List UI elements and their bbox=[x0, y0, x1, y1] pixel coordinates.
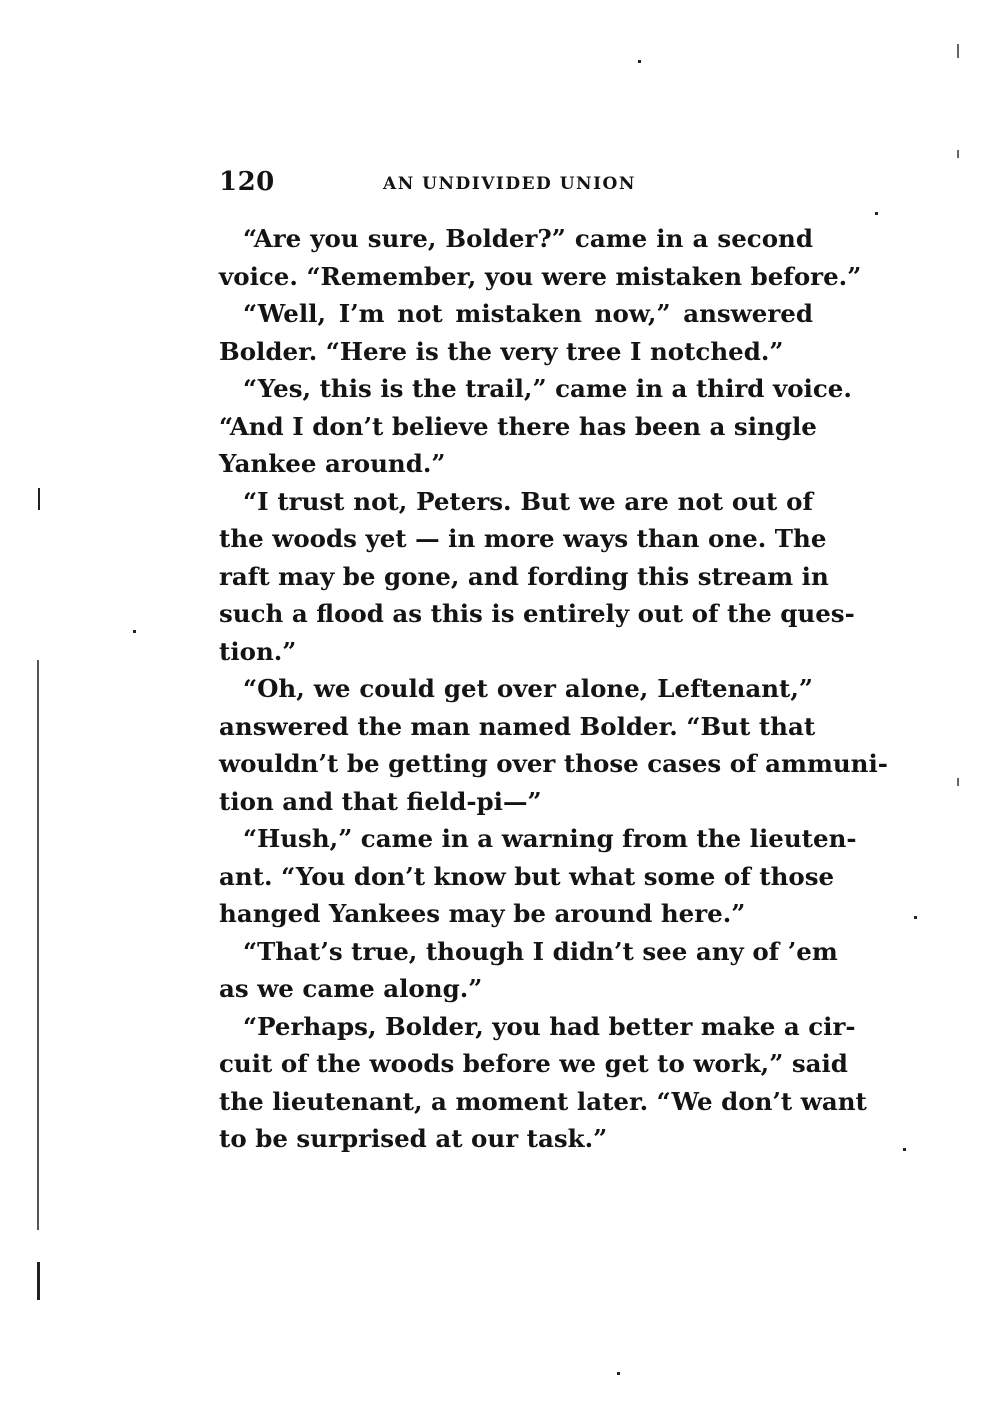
speck bbox=[133, 630, 136, 633]
text-line: to be surprised at our task.” bbox=[219, 1124, 608, 1153]
text-line: “And I don’t believe there has been a single bbox=[219, 411, 817, 441]
speck bbox=[903, 1148, 906, 1151]
text-line: Yankee around.” bbox=[219, 449, 446, 478]
margin-mark bbox=[957, 150, 959, 158]
speck bbox=[638, 60, 641, 63]
body-text bbox=[219, 220, 888, 1158]
margin-mark bbox=[957, 778, 959, 786]
text-line: voice. “Remember, you were mistaken before.” bbox=[219, 261, 862, 291]
margin-mark bbox=[957, 44, 959, 58]
text-line: wouldn’t be getting over those cases of ammuni- bbox=[219, 749, 888, 778]
text-line: “Yes, this is the trail,” came in a third voice. bbox=[243, 374, 852, 403]
text-line: “That’s true, though I didn’t see any of ’em bbox=[243, 936, 838, 966]
running-title: AN UNDIVIDED UNION bbox=[383, 174, 636, 194]
text-line: the woods yet — in more ways than one. The bbox=[219, 524, 827, 553]
text-line: “I trust not, Peters. But we are not out of bbox=[243, 486, 813, 516]
gutter-mark bbox=[38, 488, 40, 510]
text-line: as we came along.” bbox=[219, 974, 483, 1003]
text-line: the lieutenant, a moment later. “We don’t want bbox=[219, 1086, 867, 1116]
gutter-mark bbox=[37, 1262, 40, 1300]
speck bbox=[914, 916, 917, 919]
text-line: “Well, I’m not mistaken now,” answered bbox=[243, 299, 813, 328]
text-line: answered the man named Bolder. “But that bbox=[219, 711, 816, 741]
text-line: cuit of the woods before we get to work,” said bbox=[219, 1049, 848, 1078]
text-line: hanged Yankees may be around here.” bbox=[219, 899, 746, 928]
text-line: “Perhaps, Bolder, you had better make a cir- bbox=[243, 1011, 856, 1041]
gutter-mark bbox=[37, 660, 39, 1230]
text-line: tion.” bbox=[219, 636, 297, 666]
text-line: Bolder. “Here is the very tree I notched.” bbox=[219, 336, 784, 366]
text-line: such a flood as this is entirely out of the ques- bbox=[219, 599, 855, 628]
text-line: “Oh, we could get over alone, Leftenant,” bbox=[243, 674, 813, 703]
text-line: ant. “You don’t know but what some of those bbox=[219, 861, 835, 891]
speck bbox=[875, 212, 878, 215]
page-number: 120 bbox=[219, 167, 275, 197]
text-line: tion and that field-pi—” bbox=[219, 786, 542, 816]
speck bbox=[617, 1372, 620, 1375]
text-line: “Are you sure, Bolder?” came in a second bbox=[243, 224, 813, 253]
page-header bbox=[219, 167, 815, 203]
text-line: “Hush,” came in a warning from the lieuten- bbox=[243, 824, 857, 853]
text-line: raft may be gone, and fording this stream in bbox=[219, 561, 829, 591]
